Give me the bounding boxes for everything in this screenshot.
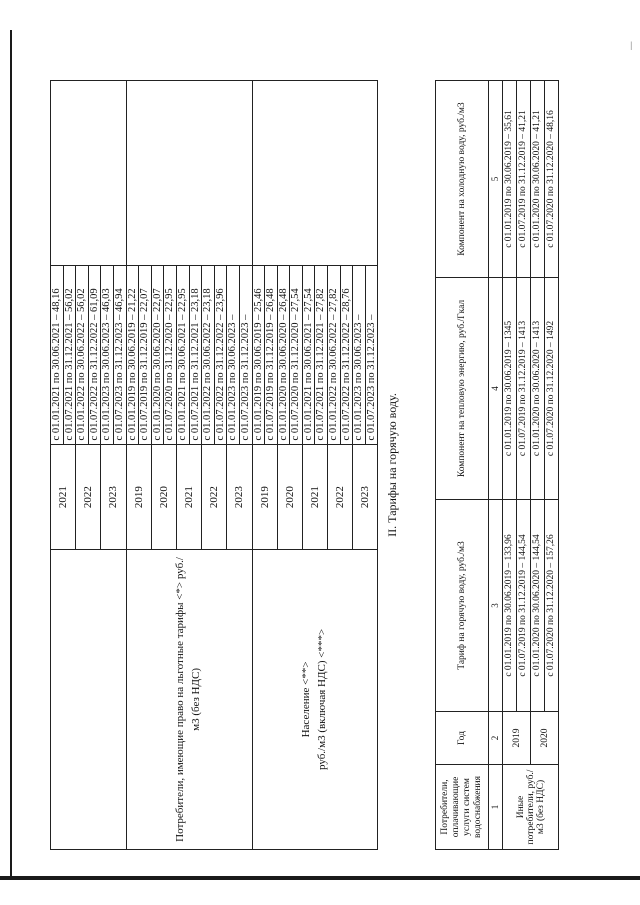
tariff-period: с 01.01.2020 по 30.06.2020 – 144,54 [531, 500, 545, 712]
tariff-period: с 01.01.2019 по 30.06.2019 – 25,46 [252, 265, 265, 445]
tariff-period: с 01.01.2021 по 30.06.2021 – 22,95 [176, 265, 189, 445]
year-cell: 2020 [531, 712, 559, 765]
tariff-period: с 01.01.2023 по 30.06.2023 – [227, 265, 240, 445]
year-cell: 2020 [151, 445, 176, 549]
previous-consumer-cell [51, 549, 127, 849]
year-cell: 2023 [101, 445, 126, 549]
year-cell: 2021 [51, 445, 76, 549]
tariff-period: с 01.01.2020 по 30.06.2020 – 22,07 [151, 265, 164, 445]
empty-cell [252, 81, 378, 266]
column-header: Компонент на холодную воду, руб./м3 [436, 81, 489, 278]
tariff-period: с 01.07.2023 по 31.12.2023 – [239, 265, 252, 445]
tariff-period: с 01.07.2023 по 31.12.2023 – [365, 265, 378, 445]
column-number: 2 [489, 712, 503, 765]
tariff-period: с 01.01.2022 по 30.06.2022 – 56,02 [76, 265, 89, 445]
year-cell: 2022 [76, 445, 101, 549]
tariff-table-cold-water [50, 80, 378, 850]
tariff-table-hot-water [435, 80, 559, 850]
cold-component-period: с 01.01.2020 по 30.06.2020 – 41,21 [531, 81, 545, 278]
year-cell: 2021 [302, 445, 327, 549]
consumer-cell-population [252, 549, 378, 849]
scan-bottom-border [0, 876, 640, 880]
year-cell: 2022 [202, 445, 227, 549]
column-number: 5 [489, 81, 503, 278]
heat-component-period: с 01.07.2020 по 31.12.2020 – 1492 [545, 278, 559, 500]
header-row [436, 81, 489, 850]
table-row [51, 81, 64, 850]
tariff-period: с 01.07.2019 по 31.12.2019 – 144,54 [517, 500, 531, 712]
rotated-page [50, 80, 580, 850]
year-cell: 2019 [126, 445, 151, 549]
tariff-period: с 01.07.2019 по 31.12.2019 – 22,07 [139, 265, 152, 445]
column-header: Год [436, 712, 489, 765]
consumer-cell: Иные потребители, руб./м3 (без НДС) [503, 765, 559, 850]
tariff-period: с 01.07.2021 по 31.12.2021 – 56,02 [63, 265, 76, 445]
tariff-period: с 01.01.2020 по 30.06.2020 – 26,48 [277, 265, 290, 445]
year-cell: 2023 [353, 445, 378, 549]
heat-component-period: с 01.01.2019 по 30.06.2019 – 1345 [503, 278, 517, 500]
consumer-label: Население <**> [300, 661, 313, 738]
scan-left-border [10, 30, 12, 880]
tariff-period: с 01.07.2021 по 31.12.2021 – 27,82 [315, 265, 328, 445]
tariff-period: с 01.01.2019 по 30.06.2019 – 133,96 [503, 500, 517, 712]
tariff-period: с 01.01.2019 по 30.06.2019 – 21,22 [126, 265, 139, 445]
margin-mark: | [630, 40, 632, 50]
column-number: 1 [489, 765, 503, 850]
tariff-period: с 01.07.2023 по 31.12.2023 – 46,94 [113, 265, 126, 445]
tariff-period: с 01.01.2023 по 30.06.2023 – [353, 265, 366, 445]
tariff-period: с 01.07.2020 по 31.12.2020 – 157,26 [545, 500, 559, 712]
consumer-cell-preferential: Потребители, имеющие право на льготные тарифы <*> руб./м3 (без НДС) [126, 549, 252, 849]
heat-component-period: с 01.07.2019 по 31.12.2019 – 1413 [517, 278, 531, 500]
cold-component-period: с 01.07.2019 по 31.12.2019 – 41,21 [517, 81, 531, 278]
cold-component-period: с 01.07.2020 по 31.12.2020 – 48,16 [545, 81, 559, 278]
tariff-period: с 01.07.2022 по 31.12.2022 – 28,76 [340, 265, 353, 445]
tariff-period: с 01.07.2022 по 31.12.2022 – 61,09 [88, 265, 101, 445]
tariff-period: с 01.01.2021 по 30.06.2021 – 48,16 [51, 265, 64, 445]
year-cell: 2020 [277, 445, 302, 549]
empty-cell [126, 81, 252, 266]
tariff-period: с 01.07.2020 по 31.12.2020 – 22,95 [164, 265, 177, 445]
tariff-period: с 01.07.2022 по 31.12.2022 – 23,96 [214, 265, 227, 445]
table-row [503, 81, 517, 850]
column-header: Тариф на горячую воду, руб./м3 [436, 500, 489, 712]
column-number-row [489, 81, 503, 850]
column-header: Компонент на тепловую энергию, руб./Гкал [436, 278, 489, 500]
table-row [126, 81, 139, 850]
column-number: 3 [489, 500, 503, 712]
table-row [531, 81, 545, 850]
table-row [252, 81, 265, 850]
empty-cell [51, 81, 127, 266]
year-cell: 2022 [328, 445, 353, 549]
tariff-period: с 01.01.2022 по 30.06.2022 – 27,82 [328, 265, 341, 445]
column-header: Потребители, оплачивающие услуги систем водоснабжения [436, 765, 489, 850]
year-cell: 2019 [503, 712, 531, 765]
tariff-period: с 01.07.2019 по 31.12.2019 – 26,48 [265, 265, 278, 445]
tariff-period: с 01.07.2021 по 31.12.2021 – 23,18 [189, 265, 202, 445]
year-cell: 2021 [176, 445, 201, 549]
tariff-period: с 01.01.2023 по 30.06.2023 – 46,03 [101, 265, 114, 445]
tariff-period: с 01.01.2021 по 30.06.2021 – 27,54 [302, 265, 315, 445]
consumer-unit: руб./м3 (включая НДС) <***> [315, 628, 328, 770]
year-cell: 2023 [227, 445, 252, 549]
column-number: 4 [489, 278, 503, 500]
section-title: II. Тарифы на горячую воду. [385, 393, 399, 537]
tariff-period: с 01.07.2020 по 31.12.2020 – 27,54 [290, 265, 303, 445]
heat-component-period: с 01.01.2020 по 30.06.2020 – 1413 [531, 278, 545, 500]
year-cell: 2019 [252, 445, 277, 549]
tariff-period: с 01.01.2022 по 30.06.2022 – 23,18 [202, 265, 215, 445]
cold-component-period: с 01.01.2019 по 30.06.2019 – 35,61 [503, 81, 517, 278]
